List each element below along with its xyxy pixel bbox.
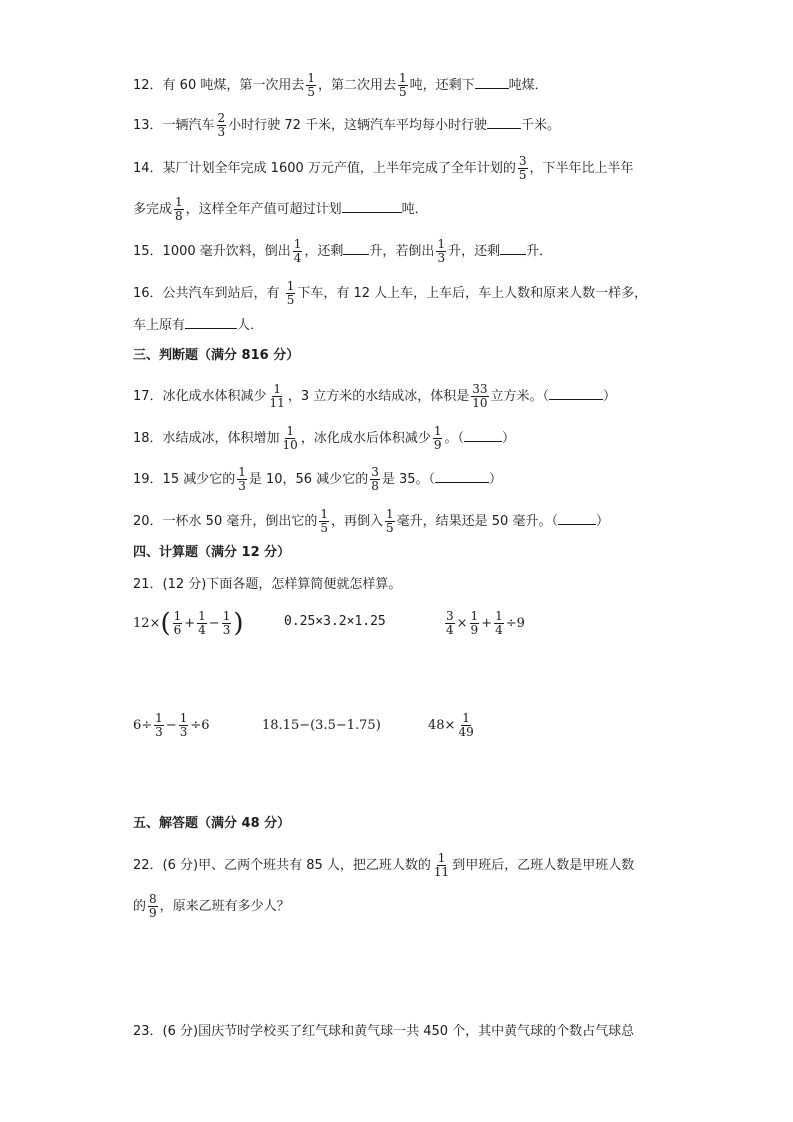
fraction: $\frac{1}{3}$ bbox=[155, 711, 163, 739]
fraction: $\frac{1}{4}$ bbox=[293, 237, 302, 265]
q22-text-a: 22．(6 分)甲、乙两个班共有 85 人，把乙班人数的 bbox=[133, 858, 431, 873]
question-15 bbox=[133, 238, 552, 265]
calc-expression-2: 0.25×3.2×1.25 bbox=[284, 614, 386, 629]
q15-text-e: 升． bbox=[526, 244, 553, 259]
calc-expression-4: 6÷ $\frac{1}{3}$ − $\frac{1}{3}$ ÷6 bbox=[133, 711, 210, 739]
section-3-heading: 三、判断题（满分 816 分） bbox=[133, 348, 300, 363]
fraction: $\frac{1}{3}$ bbox=[222, 609, 231, 637]
q16b-text-b: 人． bbox=[237, 318, 264, 333]
answer-blank[interactable] bbox=[185, 316, 237, 329]
fraction: $\frac{1}{10}$ bbox=[282, 424, 298, 452]
q19-text-a: 19．15 减少它的 bbox=[133, 472, 236, 487]
calc-expression-6: 48× $\frac{1}{49}$ bbox=[428, 711, 474, 739]
calc-expression-3: $\frac{3}{4}$ × $\frac{1}{9}$ + $\frac{1}{4}$ ÷9 bbox=[446, 609, 525, 637]
question-22-cont bbox=[133, 893, 290, 920]
question-19 bbox=[133, 466, 502, 493]
section-4-heading: 四、计算题（满分 12 分） bbox=[133, 545, 291, 560]
answer-blank[interactable] bbox=[435, 470, 489, 483]
q18-text-b: ，冰化成水后体积减少 bbox=[300, 431, 431, 446]
q19-text-b: 是 10，56 减少它的 bbox=[248, 472, 369, 487]
answer-blank[interactable] bbox=[549, 387, 603, 400]
q20-text-c: 毫升，结果还是 50 毫升。（ bbox=[396, 514, 558, 529]
question-20 bbox=[133, 508, 609, 535]
q20-text-b: ，再倒入 bbox=[331, 514, 384, 529]
fraction: $\frac{1}{5}$ bbox=[320, 507, 328, 535]
q18-text-c: 。（ bbox=[444, 431, 464, 446]
q16-text-a: 16．公共汽车到站后，有 bbox=[133, 286, 280, 301]
fraction: $\frac{2}{3}$ bbox=[217, 111, 226, 139]
q15-text-a: 15．1000 毫升饮料，倒出 bbox=[133, 244, 291, 259]
question-17 bbox=[133, 383, 616, 410]
q14b-text-b: ，这样全年产值可超过计划 bbox=[185, 202, 342, 217]
fraction: $\frac{1}{5}$ bbox=[399, 71, 407, 99]
fraction: $\frac{1}{9}$ bbox=[470, 609, 479, 637]
fraction: $\frac{3}{5}$ bbox=[518, 154, 527, 182]
q16b-text-a: 车上原有 bbox=[133, 318, 186, 333]
fraction: $\frac{1}{5}$ bbox=[286, 279, 295, 307]
calc-expression-1: 12×( $\frac{1}{6}$ + $\frac{1}{4}$ − $\frac{1}{3}$ ) bbox=[133, 608, 244, 639]
q12-text-a: 12．有 60 吨煤，第一次用去 bbox=[133, 78, 305, 93]
q22b-text-b: ，原来乙班有多少人？ bbox=[159, 899, 290, 914]
q20-text-a: 20．一杯水 50 毫升，倒出它的 bbox=[133, 514, 318, 529]
q20-text-d: ） bbox=[595, 514, 609, 529]
q17-text-b: ，3 立方米的水结成冰，体积是 bbox=[287, 389, 470, 404]
q15-text-d: 升，还剩 bbox=[448, 244, 501, 259]
q14b-text-c: 吨． bbox=[401, 202, 428, 217]
calc-expression-5: 18.15−(3.5−1.75) bbox=[262, 718, 381, 733]
q12-text-c: 吨，还剩下 bbox=[409, 78, 475, 93]
q15-text-c: 升，若倒出 bbox=[369, 244, 435, 259]
fraction: $\frac{3}{8}$ bbox=[371, 465, 379, 493]
answer-blank[interactable] bbox=[500, 242, 526, 255]
fraction: $\frac{1}{5}$ bbox=[386, 507, 394, 535]
fraction: $\frac{33}{10}$ bbox=[472, 382, 488, 410]
q13-text-b: 小时行驶 72 千米，这辆汽车平均每小时行驶 bbox=[228, 118, 487, 133]
fraction: $\frac{1}{5}$ bbox=[307, 71, 315, 99]
fraction: $\frac{1}{3}$ bbox=[437, 237, 446, 265]
q16-text-b: 下车，有 12 人上车，上车后，车上人数和原来人数一样多， bbox=[297, 286, 648, 301]
question-12 bbox=[133, 72, 548, 99]
question-16-cont bbox=[133, 316, 263, 336]
fraction: $\frac{8}{9}$ bbox=[149, 892, 157, 920]
q19-text-d: ） bbox=[489, 472, 503, 487]
fraction: $\frac{1}{49}$ bbox=[458, 711, 474, 739]
q18-text-d: ） bbox=[502, 431, 516, 446]
q19-text-c: 是 35。（ bbox=[381, 472, 436, 487]
fraction: $\frac{1}{6}$ bbox=[173, 609, 182, 637]
fraction: $\frac{1}{11}$ bbox=[433, 851, 450, 879]
q12-text-b: ，第二次用去 bbox=[318, 78, 397, 93]
question-13 bbox=[133, 112, 560, 139]
q12-text-d: 吨煤． bbox=[508, 78, 548, 93]
answer-blank[interactable] bbox=[487, 116, 521, 129]
q22b-text-a: 的 bbox=[133, 899, 147, 914]
answer-blank[interactable] bbox=[342, 200, 402, 213]
q17-text-c: 立方米。（ bbox=[490, 389, 550, 404]
fraction: $\frac{1}{4}$ bbox=[198, 609, 206, 637]
fraction: $\frac{3}{4}$ bbox=[446, 609, 454, 637]
q13-text-c: 千米。 bbox=[521, 118, 561, 133]
fraction: $\frac{1}{4}$ bbox=[495, 609, 503, 637]
q14b-text-a: 多完成 bbox=[133, 202, 173, 217]
fraction: $\frac{1}{3}$ bbox=[238, 465, 246, 493]
fraction: $\frac{1}{8}$ bbox=[175, 195, 183, 223]
q18-text-a: 18．水结成冰，体积增加 bbox=[133, 431, 280, 446]
q14-text-b: ，下半年比上半年 bbox=[529, 161, 634, 176]
fraction: $\frac{1}{3}$ bbox=[179, 711, 188, 739]
q13-text-a: 13．一辆汽车 bbox=[133, 118, 215, 133]
answer-blank[interactable] bbox=[558, 512, 596, 525]
question-14 bbox=[133, 155, 634, 182]
answer-blank[interactable] bbox=[343, 242, 369, 255]
fraction: $\frac{1}{9}$ bbox=[433, 424, 442, 452]
q17-text-d: ） bbox=[603, 389, 617, 404]
question-16 bbox=[133, 280, 647, 307]
question-18 bbox=[133, 425, 515, 452]
q17-text-a: 17．冰化成水体积减少 bbox=[133, 389, 267, 404]
section-5-heading: 五、解答题（满分 48 分） bbox=[133, 816, 291, 831]
q22-text-b: 到甲班后，乙班人数是甲班人数 bbox=[452, 858, 635, 873]
question-14-cont bbox=[133, 196, 428, 223]
question-21: 21．(12 分)下面各题，怎样算简便就怎样算。 bbox=[133, 577, 402, 592]
answer-blank[interactable] bbox=[464, 429, 502, 442]
answer-blank[interactable] bbox=[475, 76, 509, 89]
q15-text-b: ，还剩 bbox=[304, 244, 344, 259]
fraction: $\frac{1}{11}$ bbox=[269, 382, 285, 410]
question-22 bbox=[133, 852, 634, 879]
question-23: 23．(6 分)国庆节时学校买了红气球和黄气球一共 450 个，其中黄气球的个数占气球总 bbox=[133, 1024, 635, 1039]
q14-text-a: 14．某厂计划全年完成 1600 万元产值，上半年完成了全年计划的 bbox=[133, 161, 516, 176]
